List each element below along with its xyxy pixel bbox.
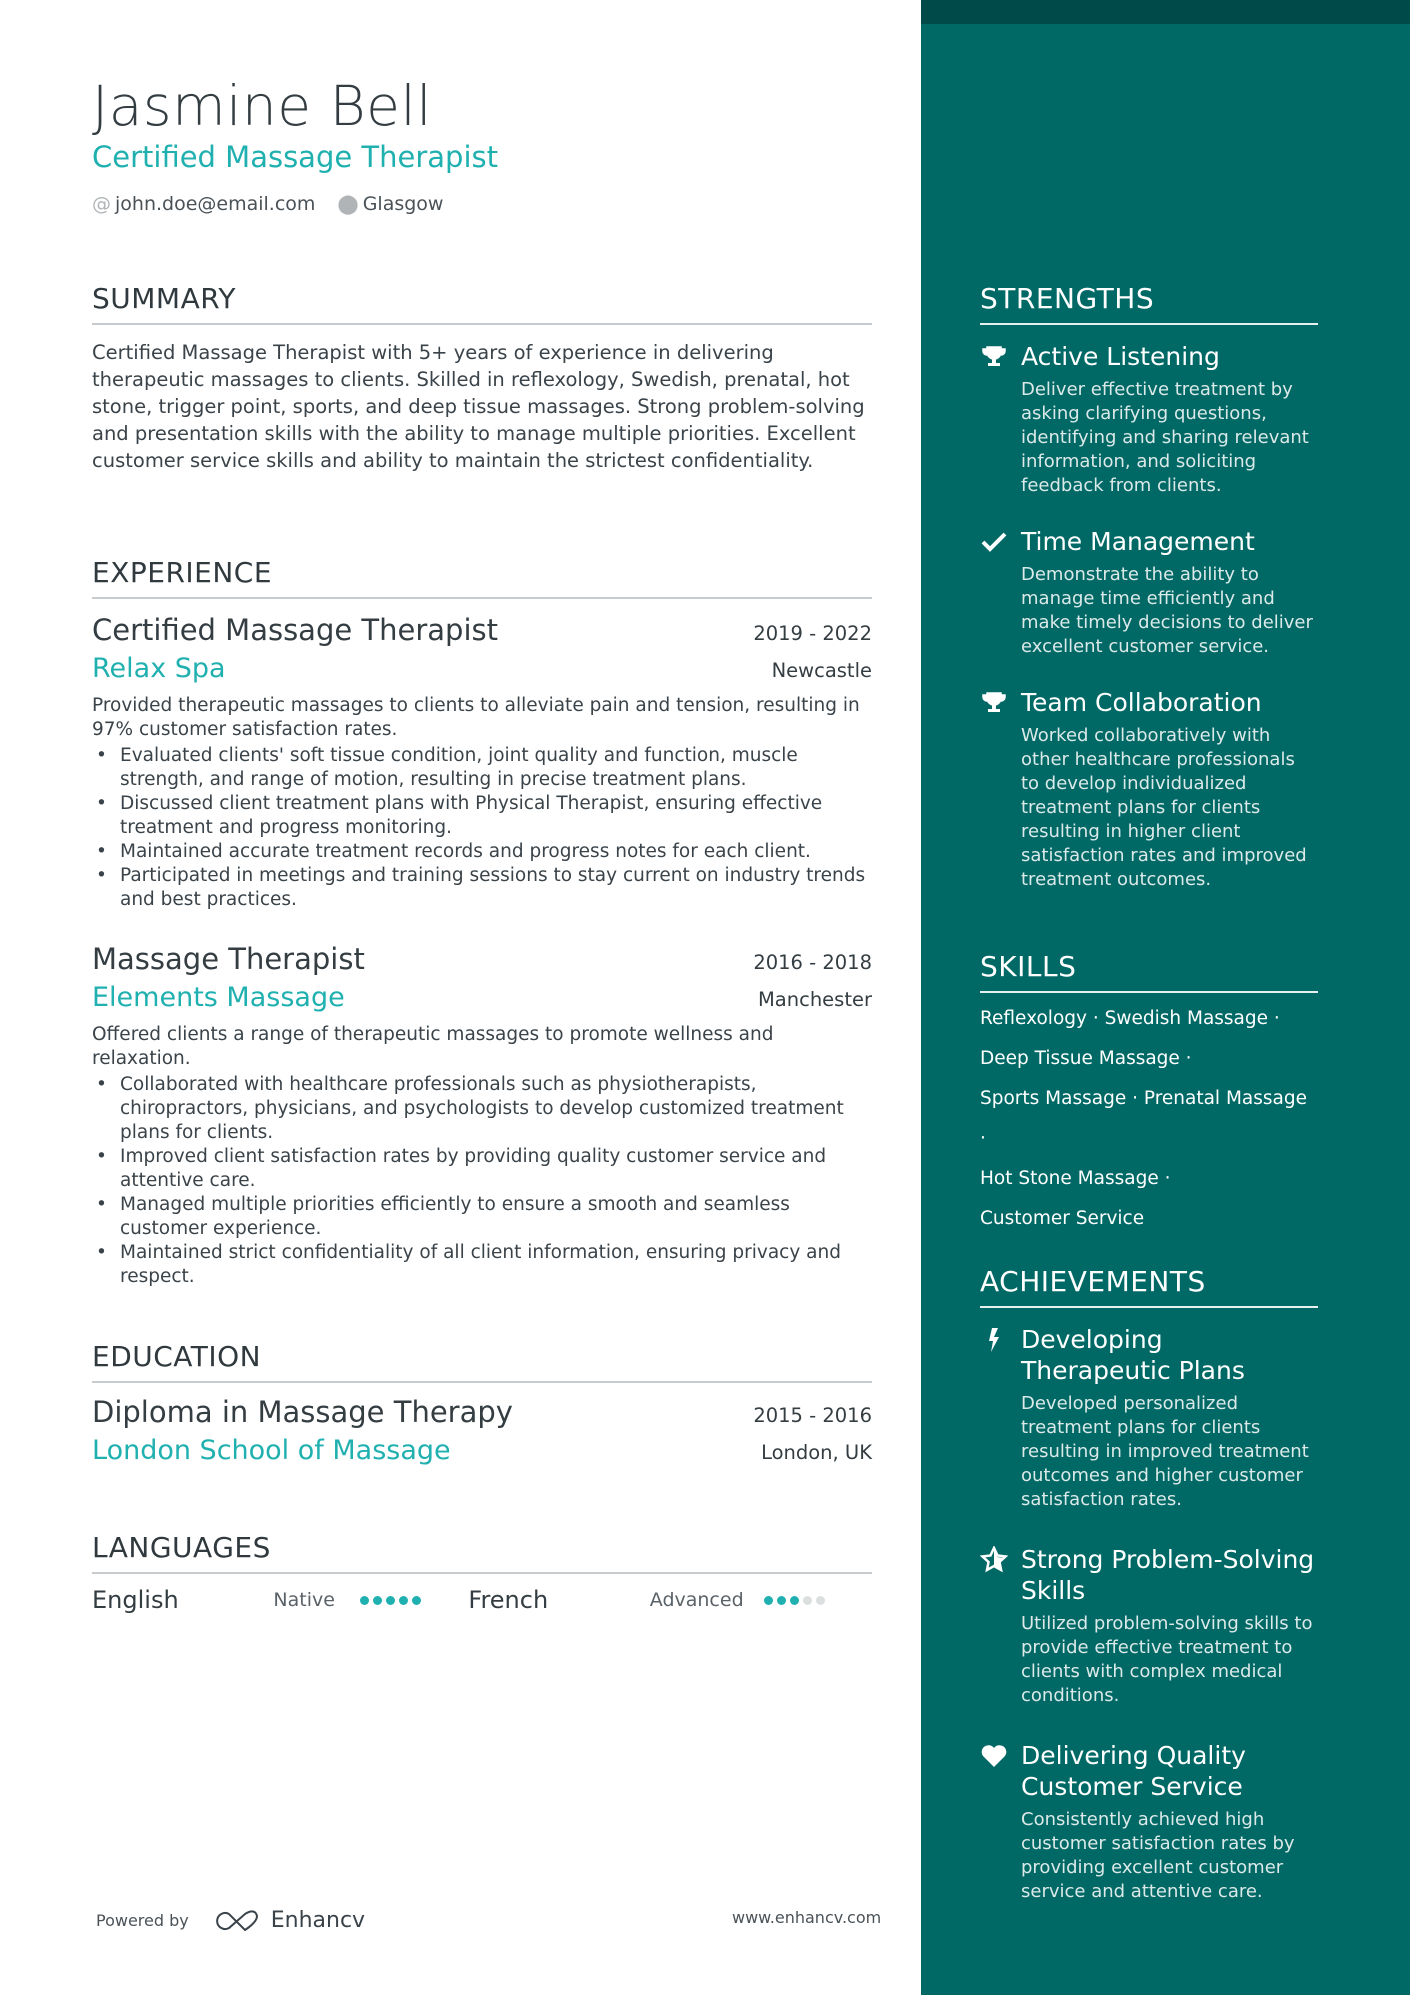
- trophy-icon: [980, 343, 1008, 371]
- footer-brand: [96, 1908, 365, 1933]
- skill-line: Reflexology · Swedish Massage ·: [980, 1008, 1280, 1029]
- company-name: Relax Spa: [92, 653, 226, 684]
- bullet-item: • Participated in meetings and training sessions to stay current on industry trends and best practices.: [92, 864, 872, 912]
- proficiency-dot: [360, 1596, 369, 1605]
- proficiency-dots: [360, 1596, 468, 1605]
- education-section: [92, 1340, 872, 1466]
- item-title: Team Collaboration: [1021, 688, 1262, 717]
- skill-line: Deep Tissue Massage ·: [980, 1048, 1192, 1069]
- footer-url[interactable]: www.enhancv.com: [732, 1908, 882, 1927]
- job-title: Massage Therapist: [92, 942, 365, 976]
- proficiency-dot: [803, 1596, 812, 1605]
- edu-location: London, UK: [761, 1441, 872, 1464]
- section-heading: SKILLS: [980, 950, 1318, 993]
- candidate-title: Certified Massage Therapist: [92, 140, 498, 174]
- star-icon: [980, 1546, 1008, 1574]
- skill-line: Sports Massage · Prenatal Massage ·: [980, 1088, 1307, 1149]
- job-location: Newcastle: [771, 659, 872, 682]
- item-description: Developed personalized treatment plans for clients resulting in improved treatment outcomes and higher customer satisfaction rates.: [1021, 1393, 1309, 1510]
- summary-text: Certified Massage Therapist with 5+ years of experience in delivering therapeutic massages to clients. Skilled in reflexology, Swedish, prenatal, hot stone, trigger point, sports, and deep tissue massages. Strong problem-solving and presentation skills with the ability to manage multiple priorities. Excellent customer service skills and ability to maintain the strictest confidentiality.: [92, 341, 865, 472]
- item-description: Deliver effective treatment by asking clarifying questions, identifying and sharing relevant information, and soliciting feedback from clients.: [1021, 379, 1309, 496]
- job-subheader: [92, 653, 872, 684]
- email[interactable]: [92, 193, 315, 215]
- school: London School of Massage: [92, 1435, 451, 1466]
- location: [337, 193, 443, 215]
- language-name: English: [92, 1586, 179, 1614]
- strengths-section: [980, 282, 1318, 892]
- job-dates: 2016 - 2018: [753, 951, 872, 974]
- at-icon: @: [92, 193, 111, 215]
- proficiency-dots: [764, 1596, 872, 1605]
- languages-section: [92, 1531, 872, 1614]
- job-summary: Provided therapeutic massages to clients to alleviate pain and tension, resulting in 97% customer satisfaction rates.: [92, 695, 860, 740]
- education-entry: [92, 1395, 872, 1466]
- job-entry: [92, 613, 872, 912]
- proficiency-dot: [816, 1596, 825, 1605]
- location-pin-icon: ⬤: [337, 193, 359, 215]
- proficiency-dot: [777, 1596, 786, 1605]
- item-title: Developing Therapeutic Plans: [1021, 1325, 1245, 1385]
- bolt-icon: [980, 1326, 1008, 1354]
- language-level: Advanced: [649, 1589, 744, 1611]
- edu-dates: 2015 - 2016: [753, 1404, 872, 1427]
- sidebar-top-bar: [921, 0, 1410, 24]
- job-title: Certified Massage Therapist: [92, 613, 498, 647]
- section-heading: STRENGTHS: [980, 282, 1318, 325]
- item-title: Time Management: [1021, 527, 1255, 556]
- location-text: Glasgow: [362, 193, 444, 215]
- check-icon: [980, 528, 1008, 556]
- bullet-item: • Improved client satisfaction rates by providing quality customer service and attentive care.: [92, 1145, 872, 1193]
- job-header: [92, 942, 872, 976]
- bullet-item: • Discussed client treatment plans with Physical Therapist, ensuring effective treatment and progress monitoring.: [92, 792, 872, 840]
- item-title: Strong Problem-Solving Skills: [1021, 1545, 1315, 1605]
- enhancv-logo[interactable]: [215, 1908, 365, 1933]
- job-subheader: [92, 982, 872, 1013]
- proficiency-dot: [373, 1596, 382, 1605]
- degree: Diploma in Massage Therapy: [92, 1395, 513, 1429]
- section-heading: EXPERIENCE: [92, 556, 872, 599]
- achievements-section: [980, 1265, 1318, 1904]
- trophy-icon: [980, 689, 1008, 717]
- bullet-item: • Maintained strict confidentiality of all client information, ensuring privacy and respect.: [92, 1241, 872, 1289]
- proficiency-dot: [764, 1596, 773, 1605]
- proficiency-dot: [412, 1596, 421, 1605]
- job-location: Manchester: [757, 988, 872, 1011]
- achievement-item: [980, 1740, 1318, 1904]
- company-name: Elements Massage: [92, 982, 345, 1013]
- job-description: [92, 1023, 872, 1289]
- proficiency-dot: [386, 1596, 395, 1605]
- bullet-item: • Maintained accurate treatment records and progress notes for each client.: [92, 840, 872, 864]
- item-description: Demonstrate the ability to manage time efficiently and make timely decisions to deliver excellent customer service.: [1021, 564, 1313, 657]
- language-name: French: [468, 1586, 549, 1614]
- section-heading: LANGUAGES: [92, 1531, 872, 1574]
- item-description: Consistently achieved high customer satisfaction rates by providing excellent customer service and attentive care.: [1021, 1809, 1295, 1902]
- item-description: Utilized problem-solving skills to provide effective treatment to clients with complex medical conditions.: [1021, 1613, 1313, 1706]
- job-dates: 2019 - 2022: [753, 622, 872, 645]
- bullet-item: • Collaborated with healthcare professionals such as physiotherapists, chiropractors, physicians, and psychologists to develop customized treatment plans for clients.: [92, 1073, 872, 1145]
- contact-info: [92, 193, 872, 215]
- bullet-item: • Managed multiple priorities efficiently to ensure a smooth and seamless customer experience.: [92, 1193, 872, 1241]
- section-heading: EDUCATION: [92, 1340, 872, 1383]
- skills-section: [980, 950, 1318, 1239]
- candidate-name: Jasmine Bell: [92, 74, 433, 138]
- strength-item: [980, 526, 1318, 659]
- job-bullets: [92, 744, 872, 912]
- section-heading: SUMMARY: [92, 282, 872, 325]
- strength-item: [980, 341, 1318, 498]
- skill-line: Hot Stone Massage ·: [980, 1168, 1171, 1189]
- achievement-item: [980, 1544, 1318, 1708]
- proficiency-dot: [790, 1596, 799, 1605]
- strength-item: [980, 687, 1318, 892]
- job-summary: Offered clients a range of therapeutic massages to promote wellness and relaxation.: [92, 1024, 774, 1069]
- powered-by: Powered by: [96, 1911, 189, 1930]
- job-bullets: [92, 1073, 872, 1289]
- brand-name: Enhancv: [270, 1908, 366, 1933]
- achievement-item: [980, 1324, 1318, 1512]
- job-entry: [92, 942, 872, 1289]
- item-title: Delivering Quality Customer Service: [1021, 1741, 1246, 1801]
- bullet-item: • Evaluated clients' soft tissue condition, joint quality and function, muscle strength, and range of motion, resulting in precise treatment plans.: [92, 744, 872, 792]
- proficiency-dot: [399, 1596, 408, 1605]
- section-heading: ACHIEVEMENTS: [980, 1265, 1318, 1308]
- email-text: john.doe@email.com: [115, 193, 316, 215]
- enhancv-logo-icon: [215, 1910, 261, 1932]
- skill-line: Customer Service: [980, 1208, 1145, 1229]
- item-description: Worked collaboratively with other healthcare professionals to develop individualized treatment plans for clients resulting in higher client satisfaction rates and improved treatment outcomes.: [1021, 725, 1307, 890]
- job-description: [92, 694, 872, 912]
- heart-icon: [980, 1742, 1008, 1770]
- summary-section: [92, 282, 872, 474]
- item-title: Active Listening: [1021, 342, 1220, 371]
- experience-section: [92, 556, 872, 1289]
- job-header: [92, 613, 872, 647]
- language-level: Native: [273, 1589, 335, 1611]
